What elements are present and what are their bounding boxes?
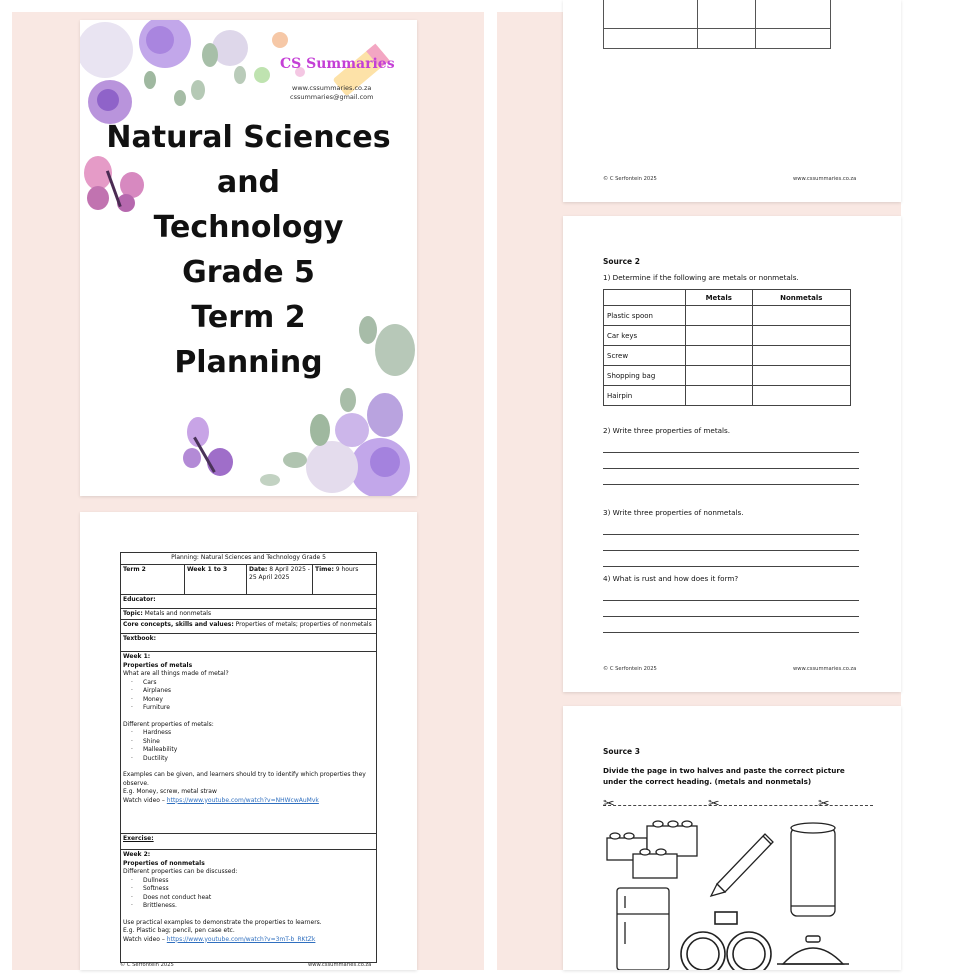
table-row: Plastic spoon — [604, 306, 851, 326]
handcuffs-icon — [681, 912, 771, 970]
list-item: · Cars — [131, 679, 374, 688]
question-4: 4) What is rust and how does it form? — [603, 574, 739, 583]
date-cell: Date: 8 April 2025 - 25 April 2025 — [247, 565, 313, 594]
footer-website: www.cssummaries.co.za — [793, 176, 857, 182]
scissors-icon: ✂ — [708, 796, 720, 812]
educator-cell: Educator: — [123, 595, 156, 603]
worksheet-page-top[interactable] — [563, 0, 901, 202]
list-item: · Brittleness. — [131, 902, 322, 911]
scissors-icon: ✂ — [818, 796, 830, 812]
list-item: · Furniture — [131, 704, 374, 713]
cover-page[interactable] — [80, 20, 417, 496]
table-row: Car keys — [604, 326, 851, 346]
nonmetal-properties-list — [131, 877, 322, 911]
title-line: Planning — [174, 345, 323, 380]
source-label: Source 3 — [603, 747, 640, 756]
title-line: Term 2 — [191, 300, 306, 335]
answer-lines-4[interactable] — [603, 585, 859, 633]
question-2: 2) Write three properties of metals. — [603, 426, 731, 435]
list-item: · Malleability — [131, 746, 374, 755]
list-item: · Money — [131, 696, 374, 705]
table-row: Hairpin — [604, 386, 851, 406]
planning-title: Planning: Natural Sciences and Technology Grade 5 — [171, 554, 326, 561]
cover-title — [80, 115, 417, 385]
brand-email: cssummaries@gmail.com — [290, 93, 374, 101]
week1-video-link[interactable]: https://www.youtube.com/watch?v=NHWcwAuMvk — [166, 796, 319, 804]
metals-table — [603, 289, 851, 406]
column-metals: Metals — [686, 290, 753, 306]
butterfly-bottom-icon — [183, 417, 233, 476]
answer-lines-2[interactable] — [603, 437, 859, 485]
title-line: Natural Sciences — [106, 120, 391, 155]
metal-properties-list — [131, 729, 374, 763]
footer-website: www.cssummaries.co.za — [793, 666, 857, 672]
fridge-icon — [617, 888, 669, 970]
exercise-cell: Exercise: — [123, 835, 154, 842]
topic-cell: Topic: Metals and nonmetals — [123, 609, 212, 617]
list-item: · Ductility — [131, 755, 374, 764]
title-line: Technology — [153, 210, 344, 245]
answer-lines-3[interactable] — [603, 519, 859, 567]
week2-video-link[interactable]: https://www.youtube.com/watch?v=3mT-b_RKtZk — [166, 935, 316, 943]
list-item: · Does not conduct heat — [131, 894, 322, 903]
footer-website: www.cssummaries.co.za — [308, 962, 372, 968]
list-item: · Softness — [131, 885, 322, 894]
list-item: · Airplanes — [131, 687, 374, 696]
pot-lid-icon — [777, 936, 849, 964]
planning-page[interactable] — [80, 512, 417, 970]
weeks-cell: Week 1 to 3 — [185, 565, 247, 594]
cutout-pictures — [603, 814, 863, 970]
question-3: 3) Write three properties of nonmetals. — [603, 508, 744, 517]
list-item: · Dullness — [131, 877, 322, 886]
title-line: Grade 5 — [182, 255, 315, 290]
soda-can-icon — [791, 823, 835, 916]
cut-line — [603, 805, 873, 806]
list-item: · Hardness — [131, 729, 374, 738]
core-concepts-cell: Core concepts, skills and values: Properties of metals; properties of nonmetals — [123, 621, 372, 628]
footer-copyright: © C Serfontein 2025 — [603, 176, 657, 182]
footer-copyright: © C Serfontein 2025 — [120, 962, 174, 968]
metal-items-list — [131, 679, 374, 713]
title-line: and — [216, 165, 281, 200]
list-item: · Shine — [131, 738, 374, 747]
worksheet-source3-page[interactable] — [563, 706, 901, 970]
week1-cell: Week 1: Properties of metals What are all things made of metal? · Cars · Airplanes · Money · Furniture Different properties of metals: · Hardness · Shine · Malleability · Ductility Examples can be given, and learners should try to identify which properties they observe. E.g. Money, screw, metal straw Watch video – https://www.youtube.com/watch?v=NHWcwAuMvk — [121, 652, 376, 833]
pencil-drawing-icon — [711, 834, 773, 896]
textbook-cell: Textbook: — [123, 635, 157, 642]
worksheet-source2-page[interactable] — [563, 216, 901, 692]
column-nonmetals: Nonmetals — [752, 290, 850, 306]
brand-logo: CS Summaries — [280, 56, 395, 72]
term-cell: Term 2 — [121, 565, 185, 594]
planning-table — [120, 552, 377, 963]
table-header-row — [604, 290, 851, 306]
table-row: Shopping bag — [604, 366, 851, 386]
brand-website: www.cssummaries.co.za — [292, 84, 372, 92]
instruction-text: Divide the page in two halves and paste the correct picture under the correct heading. (metals and nonmetals) — [603, 766, 845, 786]
lego-bricks-icon — [607, 821, 697, 878]
source-label: Source 2 — [603, 257, 640, 266]
table-row: Screw — [604, 346, 851, 366]
week2-cell: Week 2: Properties of nonmetals Different properties can be discussed: · Dullness · Softness · Does not conduct heat · Brittleness. Use practical examples to demonstrate the properties to learners. E.g. Plastic bag; pencil, pen case etc. Watch video – https://www.youtube.com/watch?v=3mT-b_RKtZk — [121, 850, 324, 962]
time-cell: Time: 9 hours — [315, 565, 359, 573]
top-flower-cluster — [80, 20, 248, 124]
scissors-icon: ✂ — [603, 796, 615, 812]
question-1: 1) Determine if the following are metals or nonmetals. — [603, 273, 799, 282]
answer-grid — [603, 0, 831, 49]
footer-copyright: © C Serfontein 2025 — [603, 666, 657, 672]
